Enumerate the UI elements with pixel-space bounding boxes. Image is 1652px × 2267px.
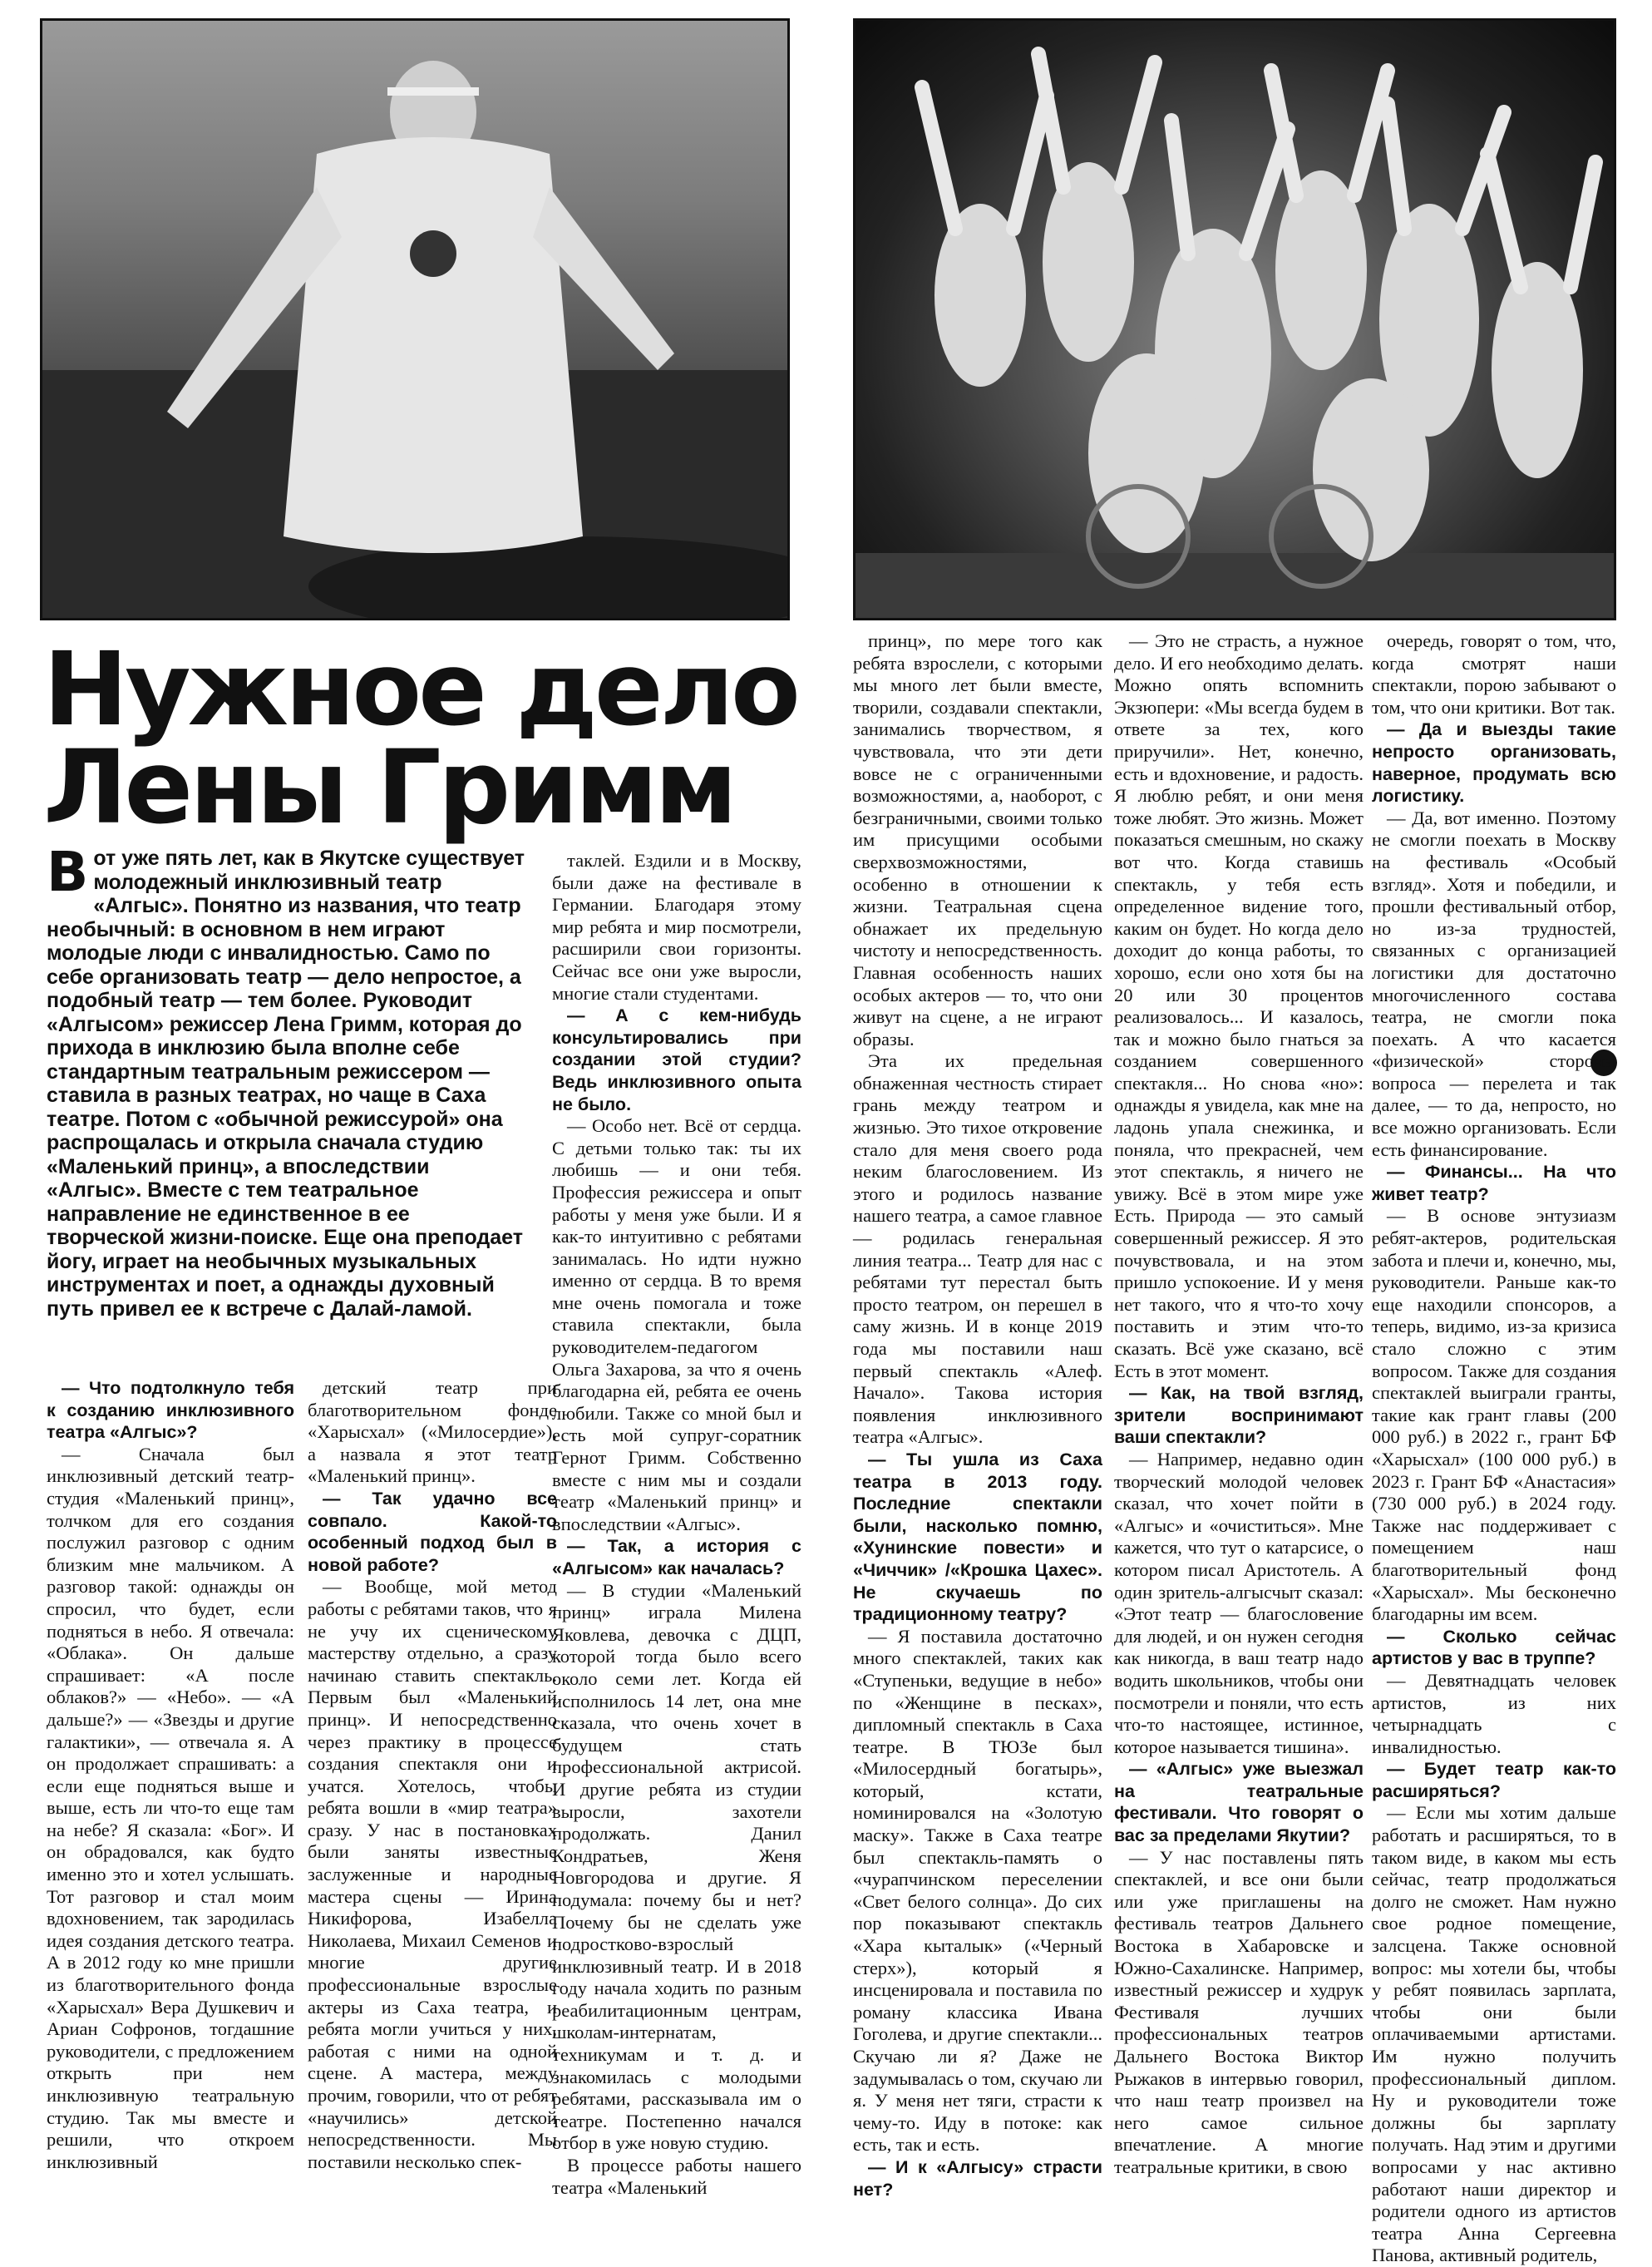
column-5 xyxy=(1372,630,1616,2267)
article-paragraph: — В студии «Маленький принц» играла Милена Яковлева, девочка с ДЦП, которой тогда было всего около семи лет. Когда ей исполнилось 14 лет, она мне сказала, что очень хочет в будущем стать профессиональной актрисой. И другие ребята из студии выросли, захотели продолжать. Данил Кондратьев, Женя Новгородова и другие. Я подумала: почему бы и нет? Почему бы не сделать уже подростково-взрослый инклюзивный театр. И в 2018 году начала ходить по разным реабилитационным центрам, школам-интернатам, техникумам и т. д. и знакомилась с молодыми ребятами, рассказывала им о театре. Постепенно начался отбор в уже новую студию. xyxy=(552,1579,801,2154)
portrait-photo-art xyxy=(42,21,787,618)
interview-question: — А с кем-нибудь консультировались при создании этой студии? Ведь инклюзивного опыта не было. xyxy=(552,1005,801,1114)
article-paragraph: — Да, вот именно. Поэтому не смогли поехать в Москву на фестиваль «Особый взгляд». Хотя и победили, и прошли фестивальный отбор, но из-за трудностей, связанных с организацией логистики для достаточно многочисленного состава театра, не смогли пока поехать. А что касается «физической» стороны вопроса — перелета и так далее, — то да, непросто, но все можно организовать. Если есть финансирование. xyxy=(1372,807,1616,1160)
photo-portrait xyxy=(40,18,790,620)
article-lead xyxy=(47,840,529,1321)
article-paragraph: В процессе работы нашего театра «Маленький xyxy=(552,2155,801,2198)
stage-photo-art xyxy=(856,21,1614,618)
interview-question: — Финансы... На что живет театр? xyxy=(1372,1162,1616,1204)
article-paragraph: — Это не страсть, а нужное дело. И его необходимо делать. Можно опять вспомнить Экзюпери: «Мы всегда будем в ответе за тех, кого приручили». Нет, конечно, есть и вдохновение, и радость. Я люблю ребят, и они меня тоже любят. Это жизнь. Может показаться смешным, но скажу вот что. Когда ставишь спектакль, у тебя есть определенное видение того, каким он будет. Но когда дело доходит до конца работы, то хорошо, если оно хотя бы на 20 или 30 процентов реализовалось... И казалось, так и можно было гнаться за созданием совершенного спектакля... Но снова «но»: однажды я увидела, как мне на ладонь упала снежинка, и поняла, что прекрасней, чем этот спектакль, я ничего не увижу. Всё в этом мире уже Есть. Природа — это самый совершенный режиссер. Я это почувствовала, и на этом пришло успокоение. И у меня нет такого, что я что-то хочу поставить и этим что-то сказать. Всё уже сказано, всё Есть в этот момент. xyxy=(1114,630,1364,1381)
interview-question: — «Алгыс» уже выезжал на театральные фестивали. Что говорят о вас за пределами Якутии? xyxy=(1114,1759,1364,1846)
column-2-top xyxy=(552,850,801,2199)
article-headline xyxy=(43,630,797,847)
interview-question: — Как, на твой взгляд, зрители воспринимают ваши спектакли? xyxy=(1114,1383,1364,1448)
article-paragraph: Эта их предельная обнаженная честность стирает грань между театром и жизнью. Это тихое откровение стало для меня своего рода неким благословением. Из этого и родилось название нашего театра, а самое главное — родилась генеральная линия театра... Театр для нас с ребятами тут перестал быть просто театром, он перешел в саму жизнь. И в конце 2019 года мы поставили наш первый спектакль «Алеф. Начало». Такова история появления инклюзивного театра «Алгыс». xyxy=(853,1050,1102,1448)
interview-question: — И к «Алгысу» страсти нет? xyxy=(853,2156,1102,2200)
headline-line-2: Лены Гримм xyxy=(43,729,735,847)
interview-question: — Что подтолкнуло тебя к созданию инклюзивного театра «Алгыс»? xyxy=(47,1378,294,1443)
article-paragraph: — В основе энтузиазм ребят-актеров, родительская забота и плечи и, конечно, мы, руководители. Раньше как-то еще находили спонсоров, а теперь, видимо, из-за кризиса стало сложно с этим вопросом. Также для создания спектаклей выиграли гранты, такие как грант главы (200 000 руб.) в 2022 г., грант БФ «Харысхал» (100 000 руб.) в 2023 г. Грант БФ «Анастасия» (730 000 руб.) в 2024 году. Также нас поддерживает с помещением наш благотворительный фонд «Харысхал». Мы бесконечно благодарны им всем. xyxy=(1372,1205,1616,1625)
article-paragraph: — Если мы хотим дальше работать и расширяться, то в таком виде, в каком мы есть сейчас, театр продолжаться долго не сможет. Нам нужно свое родное помещение, залсцена. Также основной вопрос: мы хотели бы, чтобы у ребят появилась зарплата, чтобы они были оплачиваемыми артистами. Им нужно получить профессиональный диплом. Ну и руководители тоже должны бы зарплату получать. Над этим и другими вопросами у нас активно работают наши директор и родители одного из артистов театра Анна Сергеевна Панова, активный родитель, xyxy=(1372,1802,1616,2266)
article-paragraph: детский театр при благотворительном фонде «Харысхал» («Милосердие»), а назвала я этот театр «Маленький принц». xyxy=(308,1377,557,1487)
column-2-bottom xyxy=(308,1377,557,2173)
photo-stage xyxy=(853,18,1616,620)
interview-question: — Сколько сейчас артистов у вас в труппе? xyxy=(1372,1626,1616,1669)
article-paragraph: очередь, говорят о том, что, когда смотрят наши спектакли, порою забывают о том, что они критики. Вот так. xyxy=(1372,630,1616,718)
article-paragraph: таклей. Ездили и в Москву, были даже на фестивале в Германии. Благодаря этому мир ребята и мир посмотрели, расширили свои горизонты. Сейчас все они уже выросли, многие стали студентами. xyxy=(552,850,801,1004)
article-paragraph: принц», по мере того как ребята взрослели, с которыми мы много лет были вместе, творили, создавали спектакли, занимались творчеством, я чувствовала, что эти дети вовсе не с ограниченными возможностями, а, наоборот, с безграничными, своими только им присущими особыми сверхвозможностями, особенно в отношении к жизни. Театральная сцена обнажает их предельную чистоту и непосредственность. Главная особенность наших особых актеров — то, что они живут на сцене, а не играют образы. xyxy=(853,630,1102,1050)
article-paragraph: — Например, недавно один творческий молодой человек сказал, что хочет пойти в «Алгыс» и «очиститься». Мне кажется, что тут о катарсисе, о котором писал Аристотель. А один зритель-алгысчыт сказал: «Этот театр — благословение для людей, и он нужен сегодня как никогда, в ваш театр надо водить школьников, чтобы они посмотрели и поняли, что есть что-то настоящее, истинное, которое называется тишина». xyxy=(1114,1448,1364,1757)
column-4 xyxy=(1114,630,1364,2179)
article-paragraph: — У нас поставлены пять спектаклей, и все они были или уже приглашены на фестиваль театров Дальнего Востока в Хабаровске и Южно-Сахалинске. Например, известный режиссер и худрук Фестиваля лучших профессиональных театров Дальнего Востока Виктор Рыжаков в интервью говорил, что наш театр произвел на него самое сильное впечатление. А многие театральные критики, в свою xyxy=(1114,1846,1364,2177)
column-1 xyxy=(47,1377,294,2173)
interview-question: — Да и выезды такие непросто организовать, наверное, продумать всю логистику. xyxy=(1372,719,1616,807)
article-paragraph: — Вообще, мой метод работы с ребятами таков, что я не учу их сценическому мастерству отдельно, а сразу начинаю ставить спектакль. Первым был «Маленький принц». И непосредственно через практику в процессе создания спектакля они и учатся. Хотелось, чтобы ребята вошли в «мир театра» сразу. У нас в постановках были заняты известные заслуженные и народные мастера сцены — Ирина Никифорова, Изабелла Николаева, Михаил Семенов и многие другие профессиональные взрослые актеры из Саха театра, и ребята могли учиться у них, работая с ними на одной сцене. А мастера, между прочим, говорили, что от ребят «научились» детской непосредственности. Мы поставили несколько спек- xyxy=(308,1576,557,2172)
article-paragraph: — Девятнадцать человек артистов, из них четырнадцать с инвалидностью. xyxy=(1372,1669,1616,1757)
article-paragraph: — Сначала был инклюзивный детский театр-студия «Маленький принц», толчком для его создания послужил разговор с одним близким мне мальчиком. А разговор такой: однажды он спросил, что будет, если подняться в небо. Я отвечала: «Облака». Он дальше спрашивает: «А после облаков?» — «Небо». — «А дальше?» — «Звезды и другие галактики», — отвечала я. А он продолжает спрашивать: а если еще подняться выше и выше, есть ли что-то еще там на небе? Я сказала: «Бог». И он обрадовался, как будто именно это и хотел услышать. Тот разговор и стал моим вдохновением, так зародилась идея создания детского театра. А в 2012 году ко мне пришли из благотворительного фонда «Харысхал» Вера Душкевич и Ариан Софронов, тогдашние руководители, с предложением открыть при нем инклюзивную театральную студию. Так мы вместе и решили, что откроем инклюзивный xyxy=(47,1443,294,2172)
column-3 xyxy=(853,630,1102,2200)
interview-question: — Будет театр как-то расширяться? xyxy=(1372,1759,1616,1801)
article-paragraph: — Я поставила достаточно много спектаклей, таких как «Ступеньки, ведущие в небо» по «Женщине в песках», дипломный спектакль в Саха театре. В ТЮЗе был «Милосердный богатырь», который, кстати, номинировался на «Золотую маску». Также в Саха театре был спектакль-память о «чурапчинском переселении «Свет белого солнца». До сих пор показывают спектакль «Хара кыталык» («Черный стерх»), который я инсценировала и поставила по роману классика Ивана Гоголева, и другие спектакли... Скучаю ли я? Даже не задумывалась о том, скучаю ли я. У меня нет тяги, страсти к чему-то. Иду в потоке: как есть, так и есть. xyxy=(853,1625,1102,2156)
lead-dropcap: В xyxy=(47,840,89,904)
interview-question: — Ты ушла из Саха театра в 2013 году. Последние спектакли были, насколько помню, «Хунинские повести» и «Чиччик» /«Крошка Цахес». Не скучаешь по традиционному театру? xyxy=(853,1449,1102,1625)
lead-text: от уже пять лет, как в Якутске существует молодежный инклюзивный театр «Алгыс». Понятно из названия, что театр необычный: в основном в нем играют молодые люди с инвалидностью. Само по себе организовать театр — дело непростое, а подобный театр — тем более. Руководит «Алгысом» режиссер Лена Гримм, которая до прихода в инклюзию была вполне себе стандартным театральным режиссером — ставила в разных театрах, но чаще в Саха театре. Потом с «обычной режиссурой» она распрощалась и открыла сначала студию «Маленький принц», а впоследствии «Алгыс». Вместе с тем театральное направление не единственное в ее творческой жизни-поиске. Еще она преподает йогу, играет на необычных музыкальных инструментах и поет, а однажды духовный путь привел ее к встрече с Далай-ламой. xyxy=(47,847,525,1321)
article-paragraph: — Особо нет. Всё от сердца. С детьми только так: ты их любишь — и они тебя. Профессия режиссера и опыт работы у меня уже были. И я как-то интуитивно с ребятами занималась. Но идти нужно именно от сердца. В то время мне очень помогала и тоже ставила спектакли, была руководителем-педагогом Ольга Захарова, за что я очень благодарна ей, ребята ее очень любили. Также со мной был и есть мой супруг-соратник Гернот Гримм. Собственно вместе с ним мы и создали театр «Маленький принц» и впоследствии «Алгыс». xyxy=(552,1115,801,1534)
interview-question: — Так, а история с «Алгысом» как началась? xyxy=(552,1536,801,1578)
interview-question: — Так удачно все совпало. Какой-то особенный подход был в новой работе? xyxy=(308,1488,557,1575)
headline-line-1: Нужное дело xyxy=(43,630,797,748)
